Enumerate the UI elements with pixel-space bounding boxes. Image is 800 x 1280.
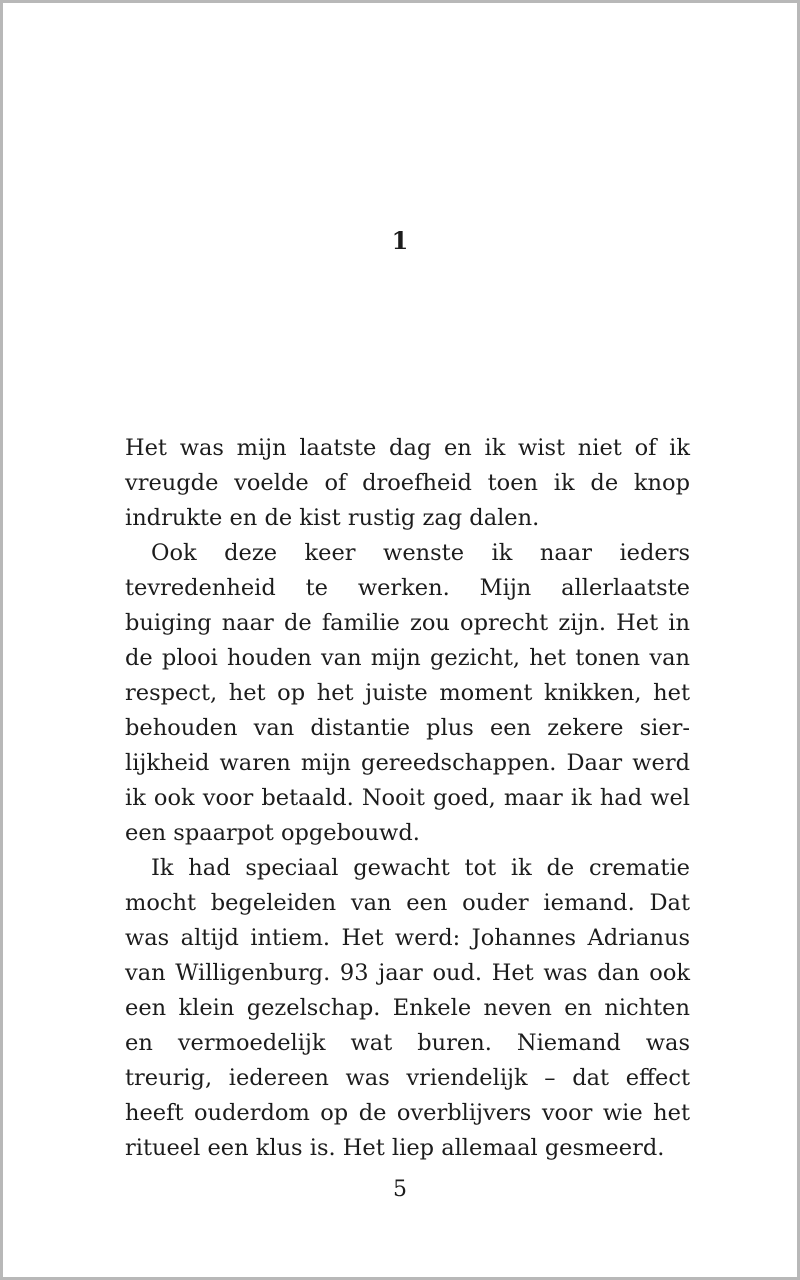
chapter-body bbox=[125, 431, 690, 1166]
paragraph-2: Ook deze keer wenste ik naar ieders tevredenheid te werken. Mijn allerlaatste buiging naar de familie zou oprecht zijn. Het in de plooi houden van mijn gezicht, het tonen van respect, het op het juiste moment knikken, het behouden van distantie plus een zekere sierlijkheid waren mijn gereedschappen. Daar werd ik ook voor betaald. Nooit goed, maar ik had wel een spaarpot opgebouwd. bbox=[125, 540, 690, 846]
chapter-number: 1 bbox=[391, 226, 409, 255]
paragraph-1: Het was mijn laatste dag en ik wist niet of ik vreugde voelde of droefheid toen ik de knop indrukte en de kist rustig zag dalen. bbox=[125, 435, 690, 531]
page-number: 5 bbox=[393, 1177, 407, 1202]
paragraph-3: Ik had speciaal gewacht tot ik de crematie mocht begeleiden van een ouder iemand. Dat was altijd intiem. Het werd: Johannes Adrianus van Willigenburg. 93 jaar oud. Het was dan ook een klein gezelschap. Enkele neven en nichten en vermoedelijk wat buren. Niemand was treurig, iedereen was vriendelijk – dat effect heeft ouderdom op de overblijvers voor wie het ritueel een klus is. Het liep allemaal gesmeerd. bbox=[125, 855, 690, 1161]
